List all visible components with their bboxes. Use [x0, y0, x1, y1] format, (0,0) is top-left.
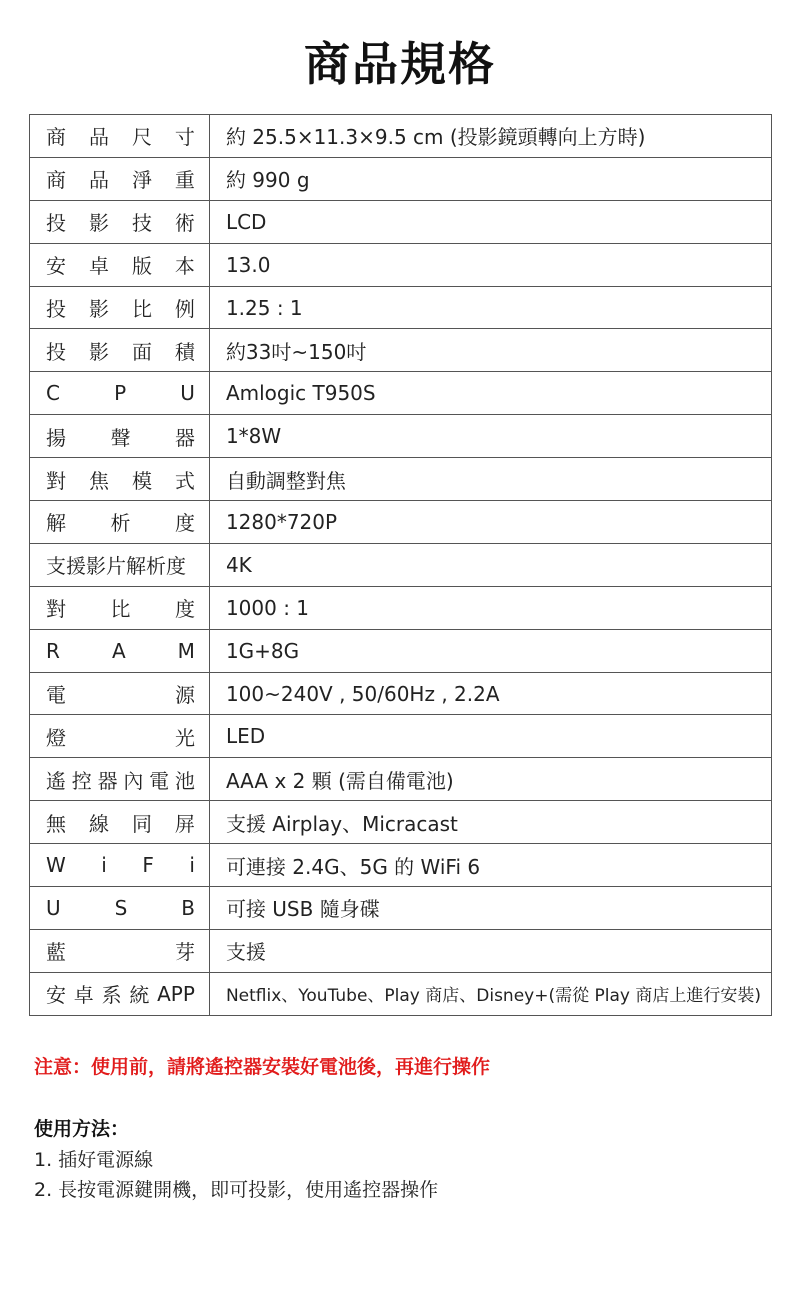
spec-value: 4K — [209, 543, 771, 586]
spec-label-char: F — [142, 853, 154, 878]
spec-table — [29, 114, 772, 1016]
spec-label-char: 版 — [131, 254, 152, 279]
spec-value: Amlogic T950S — [209, 372, 771, 415]
spec-value: 1*8W — [209, 415, 771, 458]
spec-label — [30, 629, 210, 672]
spec-label-char: 品 — [88, 125, 109, 150]
spec-row — [30, 844, 772, 887]
spec-label — [30, 715, 210, 758]
spec-label-char: 線 — [88, 811, 109, 836]
spec-label-char: 技 — [131, 211, 152, 236]
spec-label-char: 屏 — [174, 811, 195, 836]
spec-label-char: 本 — [174, 254, 195, 279]
spec-row — [30, 543, 772, 586]
spec-label-char: 支援影片解析度 — [46, 554, 186, 579]
spec-row — [30, 887, 772, 930]
spec-label — [30, 200, 210, 243]
spec-label-char: 焦 — [88, 468, 109, 493]
spec-value: 約33吋~150吋 — [209, 329, 771, 372]
spec-label-char: 安 — [46, 254, 66, 279]
spec-label-chars — [46, 207, 195, 236]
spec-value: 可連接 2.4G、5G 的 WiFi 6 — [209, 844, 771, 887]
spec-value: 13.0 — [209, 243, 771, 286]
spec-row — [30, 415, 772, 458]
spec-label-char: R — [46, 638, 60, 663]
spec-row — [30, 715, 772, 758]
spec-row — [30, 329, 772, 372]
spec-label — [30, 458, 210, 501]
spec-label-char: 重 — [174, 168, 195, 193]
spec-label-char: 藍 — [46, 940, 66, 965]
spec-label — [30, 758, 210, 801]
spec-label-char: 聲 — [110, 425, 131, 450]
spec-row — [30, 672, 772, 715]
spec-row — [30, 972, 772, 1015]
spec-value: 支援 — [209, 929, 771, 972]
spec-label-char: 系 — [101, 983, 122, 1008]
spec-label-char: 術 — [174, 211, 195, 236]
spec-label-char: 尺 — [131, 125, 152, 150]
spec-label-char: 對 — [46, 597, 66, 622]
spec-label-char: 光 — [174, 725, 195, 750]
spec-label — [30, 929, 210, 972]
spec-label-chars — [46, 936, 195, 965]
page-title: 商品規格 — [304, 37, 496, 91]
spec-label — [30, 586, 210, 629]
spec-row — [30, 501, 772, 544]
spec-label — [30, 415, 210, 458]
spec-label-chars — [46, 250, 195, 279]
spec-label-char: 同 — [131, 811, 152, 836]
usage-step: 2. 長按電源鍵開機，即可投影，使用遙控器操作 — [34, 1179, 439, 1201]
spec-label — [30, 543, 210, 586]
spec-value: 可接 USB 隨身碟 — [209, 887, 771, 930]
spec-label — [30, 972, 210, 1015]
spec-label-char: 對 — [46, 468, 66, 493]
spec-label-char: 積 — [174, 339, 195, 364]
spec-label — [30, 501, 210, 544]
spec-value: 1000 : 1 — [209, 586, 771, 629]
spec-label-chars — [46, 465, 195, 494]
spec-label-char: M — [177, 638, 195, 663]
spec-label-char: 影 — [88, 297, 109, 321]
spec-label-char: 品 — [88, 168, 109, 193]
spec-label-char: 商 — [46, 125, 66, 150]
spec-row — [30, 286, 772, 329]
spec-label-char: APP — [157, 981, 195, 1006]
spec-row — [30, 586, 772, 629]
spec-label — [30, 801, 210, 844]
spec-row — [30, 243, 772, 286]
spec-label-char: 淨 — [131, 168, 152, 193]
spec-label-chars — [46, 896, 195, 920]
spec-label-char: 遙 — [46, 768, 66, 793]
spec-label — [30, 243, 210, 286]
spec-label-chars — [46, 336, 195, 365]
spec-label-char: 比 — [110, 597, 131, 622]
spec-label-char: U — [46, 895, 61, 920]
spec-label-char: C — [46, 381, 60, 406]
spec-row — [30, 758, 772, 801]
spec-label-char: U — [180, 381, 195, 406]
spec-label-char: 影 — [88, 339, 109, 364]
spec-label-char: 無 — [46, 811, 66, 836]
spec-label-char: A — [111, 638, 126, 663]
spec-label-char: 例 — [174, 297, 195, 321]
spec-label-chars — [46, 164, 195, 193]
spec-label-char: 內 — [123, 768, 144, 793]
spec-label-char: 器 — [174, 425, 195, 450]
spec-label-char: 比 — [131, 297, 152, 321]
usage-step: 1. 插好電源線 — [34, 1149, 154, 1171]
spec-label-char: i — [189, 853, 195, 878]
spec-value: LED — [209, 715, 771, 758]
spec-label — [30, 887, 210, 930]
spec-label-chars — [46, 639, 195, 663]
spec-label-char: 面 — [131, 339, 152, 364]
spec-label-char: P — [114, 381, 127, 406]
spec-label-char: 析 — [110, 511, 131, 536]
spec-label-char: 影 — [88, 211, 109, 236]
spec-value: 支援 Airplay、Micracast — [209, 801, 771, 844]
spec-row — [30, 200, 772, 243]
spec-label-chars — [46, 381, 195, 405]
spec-label — [30, 844, 210, 887]
spec-label-char: 揚 — [46, 425, 66, 450]
spec-label-chars — [46, 593, 195, 622]
spec-value: 約 25.5×11.3×9.5 cm (投影鏡頭轉向上方時) — [209, 115, 771, 158]
spec-label-char: 控 — [71, 768, 92, 793]
spec-value: 1280*720P — [209, 501, 771, 544]
spec-label-char: 卓 — [73, 983, 94, 1008]
spec-label-chars — [46, 722, 195, 751]
spec-label-char: 電 — [149, 768, 170, 793]
spec-label-char: 池 — [174, 768, 195, 793]
spec-label-char: 投 — [46, 211, 66, 236]
spec-label-chars — [46, 853, 195, 877]
spec-label-char: 度 — [174, 597, 195, 622]
spec-label — [30, 157, 210, 200]
spec-label-chars — [46, 422, 195, 451]
spec-label-char: 芽 — [174, 940, 195, 965]
spec-row — [30, 929, 772, 972]
spec-label-chars — [46, 507, 195, 536]
spec-label-chars — [46, 765, 195, 794]
spec-label-chars — [46, 808, 195, 837]
spec-label-char: B — [181, 895, 195, 920]
spec-value: 1.25 : 1 — [209, 286, 771, 329]
spec-value: 100~240V , 50/60Hz , 2.2A — [209, 672, 771, 715]
spec-label-char: 燈 — [46, 725, 66, 750]
spec-row — [30, 157, 772, 200]
spec-label — [30, 372, 210, 415]
spec-label-char: S — [114, 895, 128, 920]
spec-label-chars — [46, 550, 195, 579]
spec-row — [30, 115, 772, 158]
spec-label-chars — [46, 979, 195, 1008]
spec-label-char: 商 — [46, 168, 66, 193]
spec-label-char: i — [101, 853, 107, 878]
spec-label-char: 器 — [97, 768, 118, 793]
spec-label-char: W — [46, 853, 66, 878]
spec-row — [30, 629, 772, 672]
spec-label — [30, 115, 210, 158]
spec-label-char: 寸 — [174, 125, 195, 150]
spec-label-chars — [46, 121, 195, 150]
spec-label-chars — [46, 679, 195, 708]
spec-table-body — [30, 115, 772, 1016]
spec-label-char: 卓 — [88, 254, 109, 279]
usage-notice: 注意：使用前，請將遙控器安裝好電池後，再進行操作 — [34, 1056, 491, 1078]
spec-label — [30, 329, 210, 372]
spec-value: 自動調整對焦 — [209, 458, 771, 501]
spec-value: Netflix、YouTube、Play 商店、Disney+(需從 Play 商店上進行安裝) — [209, 972, 771, 1015]
spec-label-chars — [46, 293, 195, 322]
spec-value: 1G+8G — [209, 629, 771, 672]
spec-label-char: 電 — [46, 683, 66, 708]
usage-title: 使用方法： — [34, 1118, 130, 1140]
spec-row — [30, 801, 772, 844]
spec-label-char: 安 — [46, 983, 66, 1008]
spec-label-char: 解 — [46, 511, 66, 536]
spec-row — [30, 372, 772, 415]
spec-label-char: 源 — [174, 683, 195, 708]
spec-label-char: 式 — [174, 468, 195, 493]
spec-value: LCD — [209, 200, 771, 243]
spec-label-char: 投 — [46, 297, 66, 321]
spec-label — [30, 672, 210, 715]
spec-row — [30, 458, 772, 501]
spec-value: 約 990 g — [209, 157, 771, 200]
spec-label-char: 投 — [46, 339, 66, 364]
spec-value: AAA x 2 顆 (需自備電池) — [209, 758, 771, 801]
spec-label-char: 統 — [129, 983, 150, 1008]
spec-label-char: 度 — [174, 511, 195, 536]
spec-label-char: 模 — [131, 468, 152, 493]
spec-label — [30, 286, 210, 329]
